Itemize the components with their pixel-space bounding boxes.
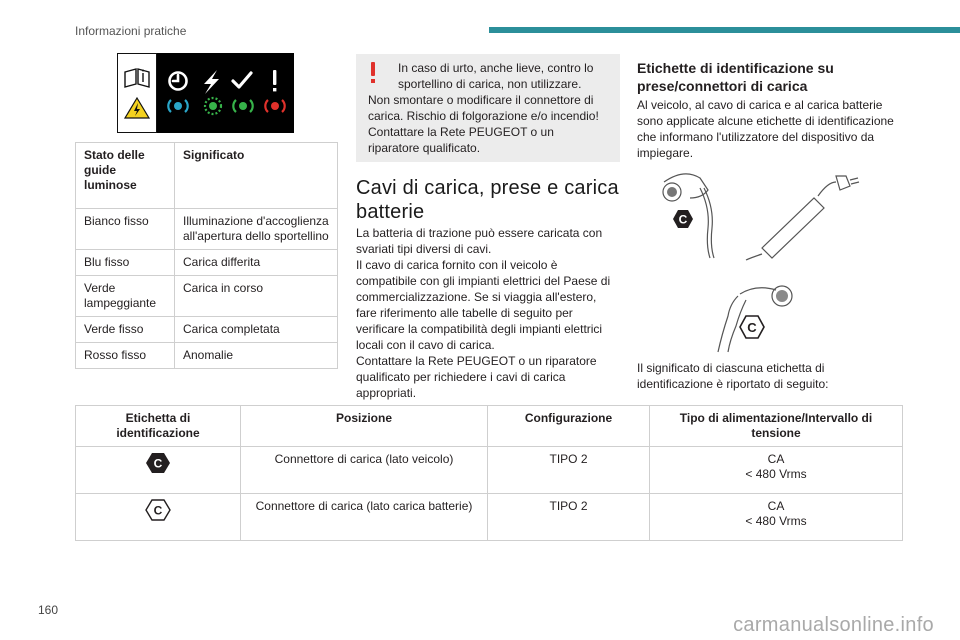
indicator-green-icon — [233, 100, 252, 112]
meaning-cell: Anomalie — [175, 343, 338, 369]
light-status-table — [75, 142, 338, 369]
manual-book-icon — [118, 54, 156, 132]
voltage-range: < 480 Vrms — [745, 514, 807, 528]
label-cell — [76, 494, 241, 541]
voltage-range: < 480 Vrms — [745, 467, 807, 481]
svg-text:C: C — [153, 503, 163, 518]
lightning-icon — [204, 70, 219, 94]
section-title-cables: Cavi di carica, prese e carica batterie — [356, 177, 619, 223]
status-cell: Verde fisso — [76, 317, 175, 343]
badge-letter: C — [747, 320, 757, 335]
table-header-row — [76, 143, 338, 209]
column-header: Tipo di alimentazione/Intervallo di tensione — [650, 406, 903, 447]
charger-connector-illustration — [700, 282, 810, 354]
label-c-filled-icon — [673, 210, 693, 228]
table-row — [76, 250, 338, 276]
position-cell: Connettore di carica (lato veicolo) — [241, 447, 488, 494]
meaning-cell: Carica in corso — [175, 276, 338, 317]
column-header: Significato — [175, 143, 338, 209]
table-row — [76, 209, 338, 250]
charging-cable-illustration — [650, 168, 860, 262]
warning-box — [356, 54, 620, 162]
position-cell: Connettore di carica (lato carica batterie) — [241, 494, 488, 541]
status-cell: Verde lampeggiante — [76, 276, 175, 317]
manual-warning-panel — [117, 53, 157, 133]
supply-cell — [650, 494, 903, 541]
clock-icon — [170, 73, 187, 90]
watermark: carmanualsonline.info — [733, 614, 934, 636]
table-row — [76, 343, 338, 369]
configuration-cell: TIPO 2 — [488, 447, 650, 494]
column-header: Configurazione — [488, 406, 650, 447]
table-row — [76, 317, 338, 343]
section-title-labels: Etichette di identificazione su prese/connettori di carica — [637, 60, 834, 94]
supply-cell — [650, 447, 903, 494]
meaning-cell: Carica completata — [175, 317, 338, 343]
table-header-row — [76, 406, 903, 447]
table-row — [76, 447, 903, 494]
warning-text-line2: Non smontare o modificare il connettore di carica. Rischio di folgorazione e/o incendio! Contattare la Rete PEUGEOT o un riparatore qualificato. — [368, 93, 599, 155]
label-c-filled-icon — [145, 452, 171, 474]
label-c-outline-icon — [740, 316, 764, 338]
label-c-outline-icon — [145, 499, 171, 521]
column-header: Posizione — [241, 406, 488, 447]
svg-text:C: C — [153, 456, 163, 471]
column-header: Etichetta di identificazione — [76, 406, 241, 447]
indicator-red-icon — [265, 100, 284, 112]
running-header: Informazioni pratiche — [75, 24, 187, 38]
configuration-cell: TIPO 2 — [488, 494, 650, 541]
checkmark-icon — [233, 73, 251, 87]
supply-type: CA — [767, 452, 785, 466]
badge-letter: C — [678, 212, 688, 227]
warning-text-line1: In caso di urto, anche lieve, contro lo sportellino di carica, non utilizzare. — [398, 61, 594, 91]
charging-indicator-panel — [157, 53, 294, 133]
high-voltage-warning-icon — [125, 98, 149, 118]
identification-label-table — [75, 405, 903, 541]
section-intro-labels: Al veicolo, al cavo di carica e al carica batterie sono applicate alcune etichette di identificazione che informano l'utilizzatore del dispositivo da impiegare. — [637, 98, 894, 160]
header-accent-bar — [489, 27, 960, 33]
table-row — [76, 276, 338, 317]
warning-icon — [368, 62, 378, 84]
indicator-blue-icon — [168, 100, 187, 112]
status-cell: Rosso fisso — [76, 343, 175, 369]
section-outro-labels: Il significato di ciascuna etichetta di identificazione è riportato di seguito: — [637, 361, 829, 391]
table-row — [76, 494, 903, 541]
status-cell: Blu fisso — [76, 250, 175, 276]
label-cell — [76, 447, 241, 494]
status-cell: Bianco fisso — [76, 209, 175, 250]
exclamation-icon — [273, 70, 276, 91]
section-body-cables: La batteria di trazione può essere caricata con svariati tipi diversi di cavi. Il cavo di carica fornito con il veicolo è compatibile con gli impianti elettrici del Paese di commercializzazione. Se si viaggia all'estero, fare riferimento alle tabelle di seguito per verificare la compatibilità degli impianti elettrici locali con il cavo di carica. Contattare la Rete PEUGEOT o un riparatore qualificato per richiedere i cavi di carica appropriati. — [356, 226, 611, 400]
meaning-cell: Carica differita — [175, 250, 338, 276]
page-number: 160 — [38, 603, 59, 617]
column-header: Stato delle guide luminose — [76, 143, 175, 209]
meaning-cell: Illuminazione d'accoglienza all'apertura dello sportellino — [175, 209, 338, 250]
supply-type: CA — [767, 499, 785, 513]
